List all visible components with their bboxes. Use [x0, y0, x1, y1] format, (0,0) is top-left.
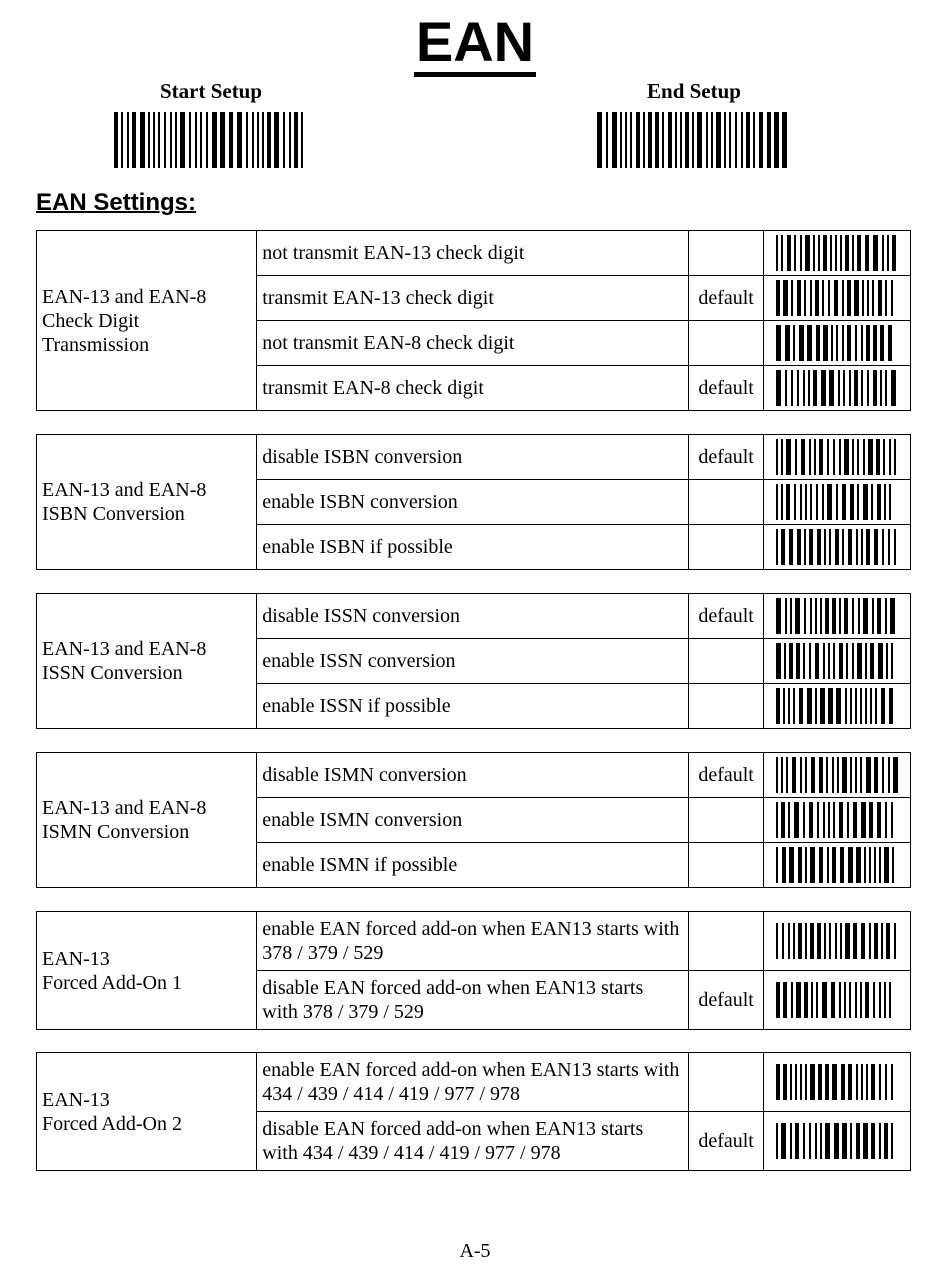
option-label: enable ISMN conversion: [257, 798, 688, 843]
option-barcode[interactable]: [776, 982, 898, 1018]
end-setup-barcode[interactable]: [597, 112, 792, 168]
default-marker: [688, 321, 764, 366]
option-label: transmit EAN-8 check digit: [257, 366, 688, 411]
end-setup: [594, 78, 794, 168]
option-barcode[interactable]: [776, 439, 898, 475]
section-title: EAN Settings:: [36, 189, 197, 216]
settings-table: [36, 752, 911, 888]
start-setup: [111, 78, 311, 168]
option-barcode[interactable]: [776, 529, 898, 565]
barcode-cell: [764, 276, 911, 321]
barcode-cell: [764, 639, 911, 684]
barcode-cell: [764, 1112, 911, 1171]
barcode-cell: [764, 971, 911, 1030]
option-label: disable EAN forced add-on when EAN13 starts with 434 / 439 / 414 / 419 / 977 / 978: [257, 1112, 688, 1171]
option-label: enable ISBN conversion: [257, 480, 688, 525]
settings-table: [36, 1052, 911, 1171]
default-marker: default: [688, 366, 764, 411]
option-label: disable ISSN conversion: [257, 594, 688, 639]
option-barcode[interactable]: [776, 643, 898, 679]
start-setup-barcode[interactable]: [114, 112, 309, 168]
option-barcode[interactable]: [776, 1123, 898, 1159]
option-label: enable ISMN if possible: [257, 843, 688, 888]
option-barcode[interactable]: [776, 688, 898, 724]
barcode-cell: [764, 798, 911, 843]
option-barcode[interactable]: [776, 325, 898, 361]
default-marker: [688, 684, 764, 729]
option-label: transmit EAN-13 check digit: [257, 276, 688, 321]
default-marker: [688, 843, 764, 888]
option-barcode[interactable]: [776, 1064, 898, 1100]
option-row: [37, 594, 911, 639]
option-label: enable ISBN if possible: [257, 525, 688, 570]
default-marker: [688, 1053, 764, 1112]
option-label: not transmit EAN-8 check digit: [257, 321, 688, 366]
barcode-cell: [764, 321, 911, 366]
default-marker: [688, 231, 764, 276]
barcode-cell: [764, 594, 911, 639]
option-barcode[interactable]: [776, 757, 898, 793]
barcode-cell: [764, 843, 911, 888]
default-marker: [688, 525, 764, 570]
settings-table: [36, 230, 911, 411]
option-barcode[interactable]: [776, 280, 898, 316]
option-row: [37, 1053, 911, 1112]
option-label: enable EAN forced add-on when EAN13 starts with 434 / 439 / 414 / 419 / 977 / 978: [257, 1053, 688, 1112]
group-name: EAN-13 Forced Add-On 1: [37, 912, 257, 1030]
page-title: EAN: [414, 12, 536, 77]
default-marker: default: [688, 1112, 764, 1171]
group-name: EAN-13 and EAN-8 Check Digit Transmission: [37, 231, 257, 411]
group-name: EAN-13 and EAN-8 ISMN Conversion: [37, 753, 257, 888]
barcode-cell: [764, 912, 911, 971]
option-barcode[interactable]: [776, 370, 898, 406]
group-name: EAN-13 and EAN-8 ISBN Conversion: [37, 435, 257, 570]
default-marker: default: [688, 971, 764, 1030]
group-name: EAN-13 and EAN-8 ISSN Conversion: [37, 594, 257, 729]
option-row: [37, 753, 911, 798]
barcode-cell: [764, 366, 911, 411]
option-barcode[interactable]: [776, 847, 898, 883]
option-row: [37, 435, 911, 480]
option-barcode[interactable]: [776, 802, 898, 838]
barcode-cell: [764, 480, 911, 525]
option-barcode[interactable]: [776, 598, 898, 634]
option-label: disable ISBN conversion: [257, 435, 688, 480]
page-number: A-5: [459, 1240, 491, 1262]
group-name: EAN-13 Forced Add-On 2: [37, 1053, 257, 1171]
default-marker: [688, 798, 764, 843]
option-label: disable ISMN conversion: [257, 753, 688, 798]
barcode-cell: [764, 753, 911, 798]
start-setup-label: Start Setup: [159, 79, 263, 103]
settings-table: [36, 434, 911, 570]
default-marker: [688, 912, 764, 971]
option-label: enable ISSN if possible: [257, 684, 688, 729]
option-label: enable ISSN conversion: [257, 639, 688, 684]
option-barcode[interactable]: [776, 235, 898, 271]
option-label: not transmit EAN-13 check digit: [257, 231, 688, 276]
default-marker: [688, 639, 764, 684]
end-setup-label: End Setup: [647, 79, 741, 103]
default-marker: default: [688, 753, 764, 798]
option-label: disable EAN forced add-on when EAN13 starts with 378 / 379 / 529: [257, 971, 688, 1030]
default-marker: default: [688, 276, 764, 321]
barcode-cell: [764, 525, 911, 570]
option-label: enable EAN forced add-on when EAN13 starts with 378 / 379 / 529: [257, 912, 688, 971]
default-marker: default: [688, 594, 764, 639]
option-barcode[interactable]: [776, 484, 898, 520]
barcode-cell: [764, 435, 911, 480]
settings-table: [36, 593, 911, 729]
default-marker: default: [688, 435, 764, 480]
barcode-cell: [764, 1053, 911, 1112]
page-title-wrap: [0, 12, 950, 77]
settings-table: [36, 911, 911, 1030]
barcode-cell: [764, 684, 911, 729]
option-row: [37, 912, 911, 971]
option-barcode[interactable]: [776, 923, 898, 959]
default-marker: [688, 480, 764, 525]
option-row: [37, 231, 911, 276]
barcode-cell: [764, 231, 911, 276]
